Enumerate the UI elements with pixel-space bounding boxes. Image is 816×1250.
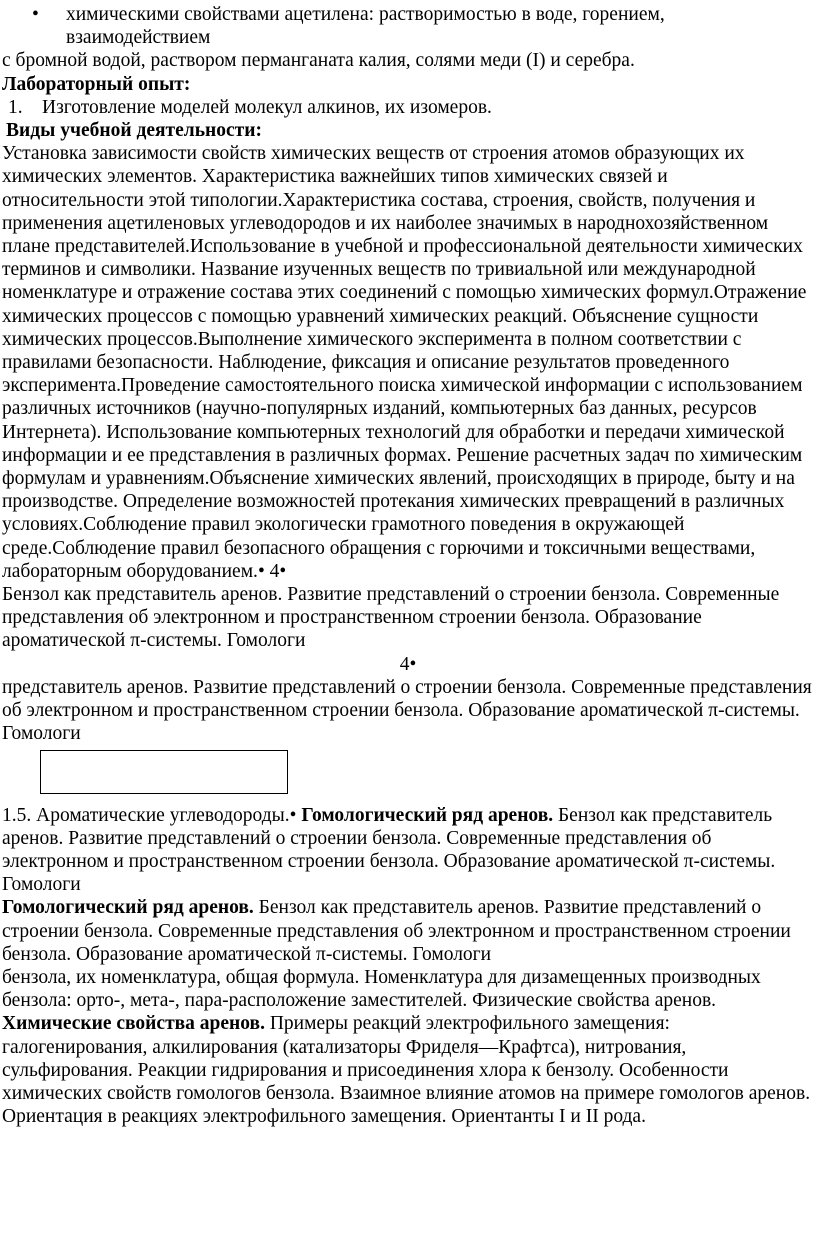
activity-text: Установка зависимости свойств химических веществ от строения атомов образующих их химических элементов. Характеристика важнейших типов химических связей и относительности этой типологии.Характеристика состава, строения, свойств, получения и применения ацетиленовых углеводородов и их наиболее значимых в народнохозяйственном плане представителей.Использование в учебной и профессиональной деятельности химических терминов и символики. Название изученных веществ по тривиальной или международной номенклатуре и отражение состава этих соединений с помощью химических формул.Отражение химических процессов с помощью уравнений химических реакций. Объяснение сущности химических процессов.Выполнение химического эксперимента в полном соответствии с правилами безопасности. Наблюдение, фиксация и описание результатов проведенного эксперимента.Проведение самостоятельного поиска химической информации с использованием различных источников (научно-популярных изданий, компьютерных баз данных, ресурсов Интернета). Использование компьютерных технологий для обработки и передачи химической информации и ее представления в различных формах. Решение расчетных задач по химическим формулам и уравнениям.Объяснение химических явлений, происходящих в природе, быту и на производстве. Определение возможностей протекания химических превращений в различных условиях.Соблюдение правил экологически грамотного поведения в окружающей среде.Соблюдение правил безопасного обращения с горючими и токсичными веществами, лабораторным оборудованием. <box>2 143 807 582</box>
section-1-5-paragraph <box>2 804 814 897</box>
homolog-bold-title: Гомологический ряд аренов. <box>2 897 254 919</box>
homolog-rest: Бензол как представитель аренов. Развитие представлений о строении бензола. Современные представления об электронном и пространственном строении бензола. Образование ароматической π-системы. Гомологи <box>2 897 791 965</box>
activity-tail-mark: • 4• <box>257 560 287 582</box>
chem-props-bold-title: Химические свойства аренов. <box>2 1013 265 1035</box>
nomenclature-paragraph: бензола, их номенклатура, общая формула. Номенклатура для дизамещенных производных бензола: орто-, мета-, пара-расположение заместителей. Физические свойства аренов. <box>2 966 761 1012</box>
section-rest: Бензол как представитель аренов. Развитие представлений о строении бензола. Современные представления об электронном и пространственном строении бензола. Образование ароматической π-системы. Гомологи <box>2 804 776 896</box>
centered-mark: 4• <box>399 653 417 675</box>
section-prefix: 1.5. Ароматические углеводороды. <box>2 804 290 826</box>
activity-paragraph <box>2 142 814 583</box>
chem-props-paragraph <box>2 1012 814 1128</box>
lab-item-text: Изготовление моделей молекул алкинов, их изомеров. <box>42 96 492 118</box>
empty-box <box>40 750 288 794</box>
activity-heading: Виды учебной деятельности: <box>6 120 262 142</box>
lab-list-item <box>2 96 814 119</box>
benzene-paragraph-1: Бензол как представитель аренов. Развитие представлений о строении бензола. Современные представления об электронном и пространственном строении бензола. Образование ароматической π-системы. Гомологи <box>2 584 780 652</box>
bullet-line-2: взаимодействием <box>66 27 211 49</box>
lab-heading: Лабораторный опыт: <box>2 73 191 95</box>
document-page <box>2 3 814 1128</box>
benzene-paragraph-2: представитель аренов. Развитие представлений о строении бензола. Современные представления об электронном и пространственном строении бензола. Образование ароматической π-системы. Гомологи <box>2 676 812 745</box>
chem-props-rest: Примеры реакций электрофильного замещения: галогенирования, алкилирования (катализаторы Фриделя—Крафтса), нитрования, сульфирования. Реакции гидрирования и присоединения хлора к бензолу. Особенности химических свойств гомологов бензола. Взаимное влияние атомов на примере гомологов аренов. Ориентация в реакциях электрофильного замещения. Ориентанты I и II рода. <box>2 1013 811 1128</box>
bullet-item-acetylene <box>2 3 814 49</box>
lab-item-number: 1. <box>8 96 23 118</box>
section-bullet: • <box>289 804 297 826</box>
homolog-paragraph <box>2 896 814 966</box>
bullet-line-1: химическими свойствами ацетилена: растворимостью в воде, горением, <box>66 4 665 25</box>
bullet-icon: • <box>32 4 39 25</box>
continuation-text: с бромной водой, раствором перманганата калия, солями меди (I) и серебра. <box>2 50 635 72</box>
section-bold-title: Гомологический ряд аренов. <box>296 804 554 826</box>
